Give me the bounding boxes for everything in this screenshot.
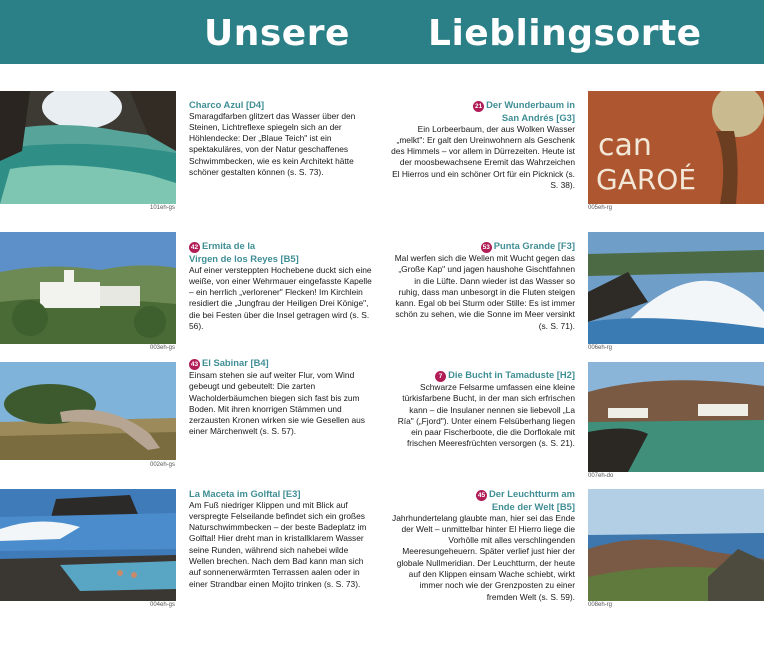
photo-credit: 005eh-rg <box>588 205 613 211</box>
photo-la-maceta <box>0 489 176 601</box>
entry-title: La Maceta im Golftal [E3] <box>189 488 301 499</box>
entry-punta-grande <box>391 240 575 332</box>
photo-credit: 003eh-gs <box>150 345 176 351</box>
number-badge: 43 <box>190 361 199 368</box>
entry-la-maceta <box>189 488 373 590</box>
entry-tamaduste <box>391 369 575 450</box>
entry-text: Jahrhundertelang glaubte man, hier sei das Ende der Welt – unmittelbar hinter El Hierro liege die Vorhölle mit alles verschlingenden Meeresungeheuern. Später verlief just hier der globale Nullmeridian. Der Leuchtturm, der heute auf den Klippen einsam Wache schiebt, wirkt immer noch wie der Grenzposten zu einer fremden Welt (s. S. 59). <box>392 512 575 602</box>
photo-ermita <box>0 232 176 344</box>
photo-credit: 004eh-gs <box>150 602 176 608</box>
number-badge: 45 <box>477 492 486 499</box>
page-title-word-2: Lieblingsorte <box>428 13 702 54</box>
number-badge: 53 <box>482 244 490 251</box>
entry-title: 53 Punta Grande [F3] <box>482 240 575 251</box>
entry-text: Ein Lorbeerbaum, der aus Wolken Wasser „melkt": Er galt den Ureinwohnern als Geschenk des Himmels – vor allem in Dürrezeiten. Heute ist der moosbewachsene Eremit das Wahrzeichen El Hierros und ein schöner Ort für ein Picknick (s. S. 38). <box>391 123 575 190</box>
entry-wunderbaum <box>391 99 575 191</box>
entry-leuchtturm <box>391 488 575 603</box>
entry-text: Am Fuß niedriger Klippen und mit Blick auf verspregte Felseilande befindet sich ein großes Naturschwimmbecken – der beste Badeplatz im Golftal! Hier dreht man in kristallklarem Wasser seine Runden, während sich nahebei wilde Wellen brechen. Nach dem Bad kann man sich auf sonnenerwärmten Terrassen aalen oder in einer Strandbar einen Mojito trinken (s. S. 73). <box>189 499 367 589</box>
photo-leuchtturm <box>588 489 764 601</box>
photo-credit: 006eh-rg <box>588 345 613 351</box>
page-title-word-1: Unsere <box>204 13 350 54</box>
entry-title: Charco Azul [D4] <box>189 99 265 110</box>
entry-title: 42 Ermita de la Virgen de los Reyes [B5] <box>189 240 299 264</box>
photo-punta-grande <box>588 232 764 344</box>
number-badge: 42 <box>190 244 199 251</box>
entry-text: Auf einer versteppten Hochebene duckt sich eine weiße, von einer Wehrmauer eingefasste Kapelle – ein herrlich „verlorener" Flecken! Im Kirchlein residiert die „Jungfrau der Heiligen Drei Könige", die bei Festen über die Insel getragen wird (s. S. 56). <box>189 264 372 331</box>
photo-credit: 002eh-gs <box>150 462 176 468</box>
entry-text: Mal werfen sich die Wellen mit Wucht gegen das „Große Kap" und jagen haushohe Gischtfahnen in die Lüfte. Dann wieder ist das Wasser so ruhig, dass man unbesorgt in die Fluten steigen kann. Egal ob bei Sturm oder Stille: Es ist immer schön zu sehen, wie die Sonne im Meer versinkt (s. S. 71). <box>394 253 575 331</box>
photo-charco-azul <box>0 91 176 204</box>
entry-title: 43 El Sabinar [B4] <box>190 357 269 368</box>
entry-el-sabinar <box>189 357 373 438</box>
entry-text: Einsam stehen sie auf weiter Flur, vom Wind gebeugt und gebeutelt: Die zarten Wacholderbäumchen biegen sich fast bis zum Boden. Mit ihren knorrigen Stämmen und zerzausten Kronen wirken sie wie Gesellen aus einer Märchenwelt (s. S. 57). <box>189 370 365 437</box>
garoe-sign-text-bottom: GAROÉ <box>596 163 697 196</box>
entry-title: 21 Der Wunderbaum in San Andrés [G3] <box>474 99 575 123</box>
entry-title: 45 Der Leuchtturm am Ende der Welt [B5] <box>477 488 575 512</box>
photo-garoe-sign <box>588 91 764 204</box>
title-banner <box>0 0 764 64</box>
photo-el-sabinar <box>0 362 176 460</box>
entry-text: Smaragdfarben glitzert das Wasser über den Steinen, Lichtreflexe spiegeln sich an der Höhlendecke: Der „Blaue Teich" ist ein spektakuläres, von der Natur geschaffenes Schwimmbecken, wie es kein Architekt hätte schöner gestalten können (s. S. 73). <box>189 110 356 177</box>
photo-credit: 008eh-rg <box>588 602 613 608</box>
garoe-sign-text-top: can <box>598 128 652 163</box>
photo-credit: 007eh-do <box>588 473 614 479</box>
photo-tamaduste <box>588 362 764 472</box>
entry-text: Schwarze Felsarme umfassen eine kleine türkisfarbene Bucht, in der man sich erfrischen kann – die Insulaner nennen sie liebevoll „La Ría" („Fjord"). Unter einem Felsüberhang liegen ein paar Fischerboote, die die Dorflokale mit frischen Meeresfrüchten versorgen (s. S. 21). <box>397 382 575 449</box>
number-badge: 7 <box>435 371 446 382</box>
photo-credit: 101eh-gs <box>150 205 176 211</box>
entry-ermita <box>189 240 373 332</box>
number-badge: 21 <box>474 103 483 110</box>
entry-charco-azul <box>189 99 373 178</box>
entry-title: 7 Die Bucht in Tamaduste [H2] <box>391 369 575 382</box>
